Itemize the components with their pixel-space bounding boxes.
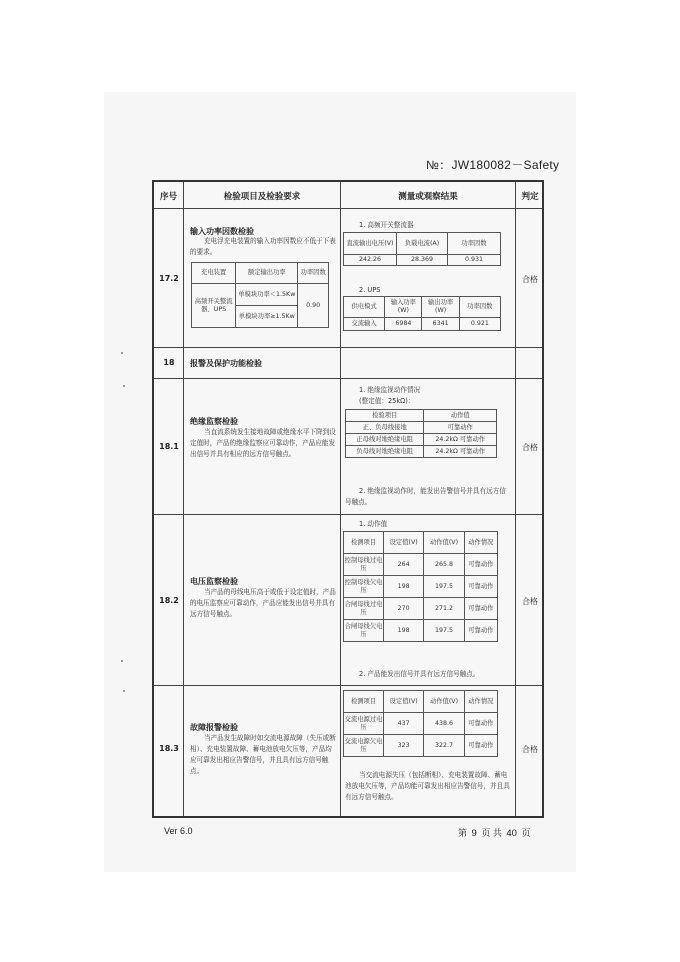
obs-note: 当交流电源失压（包括断相）、充电装置故障、蓄电池放电欠压等，产品均能可靠发出相应告警信号，并且具有远方信号触点。 [345, 771, 510, 801]
item-description: 当直流系统发生接地故障或绝缘水平下降到设定值时，产品的绝缘监察应可靠动作，产品应能发出信号并具有相应的远方信号触点。 [190, 428, 336, 458]
seq-18-1: 18.1 [159, 442, 179, 451]
cell: 控制母线欠电压 [344, 576, 384, 598]
document-number: №：JW180082－Safety [426, 158, 560, 172]
cell: 输出功率(W) [422, 297, 459, 318]
cell: 设定值(V) [384, 532, 424, 554]
cell: 正、负母线接地 [346, 422, 424, 434]
row-divider [154, 514, 542, 515]
cell: 265.8 [424, 554, 464, 576]
seq-18-2: 18.2 [159, 596, 179, 605]
cell: 可靠动作 [464, 576, 497, 598]
obs-title: 1. 绝缘监视动作情况 [359, 386, 421, 394]
header-verdict: 判定 [521, 192, 539, 202]
cell: 可靠动作 [464, 620, 497, 642]
cell: 设定值(V) [384, 691, 424, 713]
cell: 功率因数 [448, 233, 501, 255]
requirement-table [191, 262, 329, 328]
cell: 检测项目 [344, 691, 384, 713]
page-mid: 页 共 [481, 828, 502, 838]
cell: 28.369 [397, 255, 448, 266]
obs-subtitle: (整定值：25kΩ)： [359, 397, 415, 405]
cell: 供电模式 [344, 297, 385, 318]
cell: 0.931 [448, 255, 501, 266]
col-divider [340, 182, 341, 816]
item-title: 故障报警检验 [190, 723, 238, 732]
seq-18-3: 18.3 [159, 744, 179, 753]
obs-note: 2. 产品能发出信号并具有远方信号触点。 [359, 670, 480, 678]
cell: 264 [384, 554, 424, 576]
cell: 动作值(V) [424, 691, 464, 713]
header-item: 检验项目及检验要求 [223, 192, 301, 202]
item-title: 输入功率因数检验 [190, 227, 254, 236]
cell: 功率因数 [298, 263, 329, 284]
cell: 270 [384, 598, 424, 620]
cell: 动作情况 [464, 532, 497, 554]
cell: 可靠动作 [424, 422, 497, 434]
cell: 438.6 [424, 713, 464, 735]
cell: 动作值(V) [424, 532, 464, 554]
obs-note: 2. 绝缘监视动作时，能发出告警信号并具有远方信号触点。 [345, 487, 506, 506]
cell: 检验项目 [346, 410, 424, 422]
row-divider [154, 208, 542, 209]
cell: 322.7 [424, 735, 464, 757]
cell: 可靠动作 [464, 554, 497, 576]
inspection-table [152, 180, 544, 818]
section-title: 报警及保护功能检验 [190, 359, 262, 368]
cell: 单模块功率≥1.5Kw [236, 306, 298, 328]
page-counter [458, 826, 530, 839]
cell: 动作值 [424, 410, 497, 422]
cell: 可靠动作 [464, 735, 497, 757]
scan-speck [123, 385, 125, 387]
verdict: 合格 [522, 597, 538, 606]
cell: 可靠动作 [464, 598, 497, 620]
cell: 可靠动作 [464, 713, 497, 735]
cell: 负母线对地绝缘电阻 [346, 446, 424, 458]
cell: 0.90 [298, 284, 329, 328]
verdict: 合格 [522, 443, 538, 452]
cell: 437 [384, 713, 424, 735]
cell: 197.5 [424, 576, 464, 598]
seq-17-2: 17.2 [159, 274, 179, 283]
cell: 198 [384, 620, 424, 642]
verdict: 合格 [522, 275, 538, 284]
item-description: 充电浮充电装置的输入功率因数应不低于下表的要求。 [190, 237, 336, 256]
scan-speck [121, 352, 123, 354]
page-total: 40 [506, 828, 517, 839]
cell: 6984 [385, 318, 422, 331]
cell: 正母线对地绝缘电阻 [346, 434, 424, 446]
cell: 0.921 [459, 318, 500, 331]
cell: 额定输出功率 [236, 263, 298, 284]
cell: 负载电流(A) [397, 233, 448, 255]
scan-speck [123, 690, 125, 692]
page-post: 页 [521, 828, 531, 838]
obs-title: 1. 高频开关整流器 [359, 221, 414, 229]
cell: 24.2kΩ 可靠动作 [424, 446, 497, 458]
cell: 交流电源欠电压 [344, 735, 384, 757]
cell: 323 [384, 735, 424, 757]
item-description: 当产品发生故障时如交流电源故障（失压或断相）、充电装置故障、蓄电池放电欠压等，产品均应可靠发出相应告警信号，并且具有远方信号触点。 [190, 734, 336, 775]
item-title: 绝缘监察检验 [190, 417, 238, 426]
obs-title: 2. UPS [359, 286, 381, 294]
cell: 高频开关整流器、UPS [192, 284, 236, 328]
page-pre: 第 [458, 828, 468, 838]
cell: 直流输出电压(V) [344, 233, 397, 255]
cell: 输入功率(W) [385, 297, 422, 318]
cell: 交流电源过电压 [344, 713, 384, 735]
row-divider [154, 685, 542, 686]
cell: 271.2 [424, 598, 464, 620]
item-description: 当产品的母线电压高于或低于设定值时，产品的电压监察应可靠动作，产品应能发出信号并具有远方信号触点。 [190, 588, 336, 618]
cell: 6341 [422, 318, 459, 331]
cell: 动作情况 [464, 691, 497, 713]
cell: 198 [384, 576, 424, 598]
version-label: Ver 6.0 [164, 826, 193, 836]
cell: 合闸母线欠电压 [344, 620, 384, 642]
obs-title: 1. 动作值 [359, 520, 388, 528]
cell: 充电装置 [192, 263, 236, 284]
cell: 24.2kΩ 可靠动作 [424, 434, 497, 446]
row-divider [154, 347, 542, 348]
cell: 控制母线过电压 [344, 554, 384, 576]
header-seq: 序号 [159, 192, 177, 202]
scan-speck [121, 660, 123, 662]
verdict: 合格 [522, 745, 538, 754]
cell: 检测项目 [344, 532, 384, 554]
fault-alarm-table [343, 690, 498, 757]
cell: 功率因数 [459, 297, 500, 318]
insulation-table [345, 409, 497, 458]
ups-table [343, 296, 501, 331]
seq-18: 18 [163, 358, 175, 367]
row-divider [154, 378, 542, 379]
cell: 合闸母线过电压 [344, 598, 384, 620]
cell: 197.5 [424, 620, 464, 642]
voltage-table [343, 531, 498, 642]
page-number: 9 [471, 828, 477, 839]
cell: 交流输入 [344, 318, 385, 331]
cell: 242.26 [344, 255, 397, 266]
cell: 单模块功率＜1.5Kw [236, 284, 298, 306]
item-title: 电压监察检验 [190, 577, 238, 586]
rectifier-table [343, 232, 501, 266]
header-result: 测量或观察结果 [398, 192, 458, 202]
